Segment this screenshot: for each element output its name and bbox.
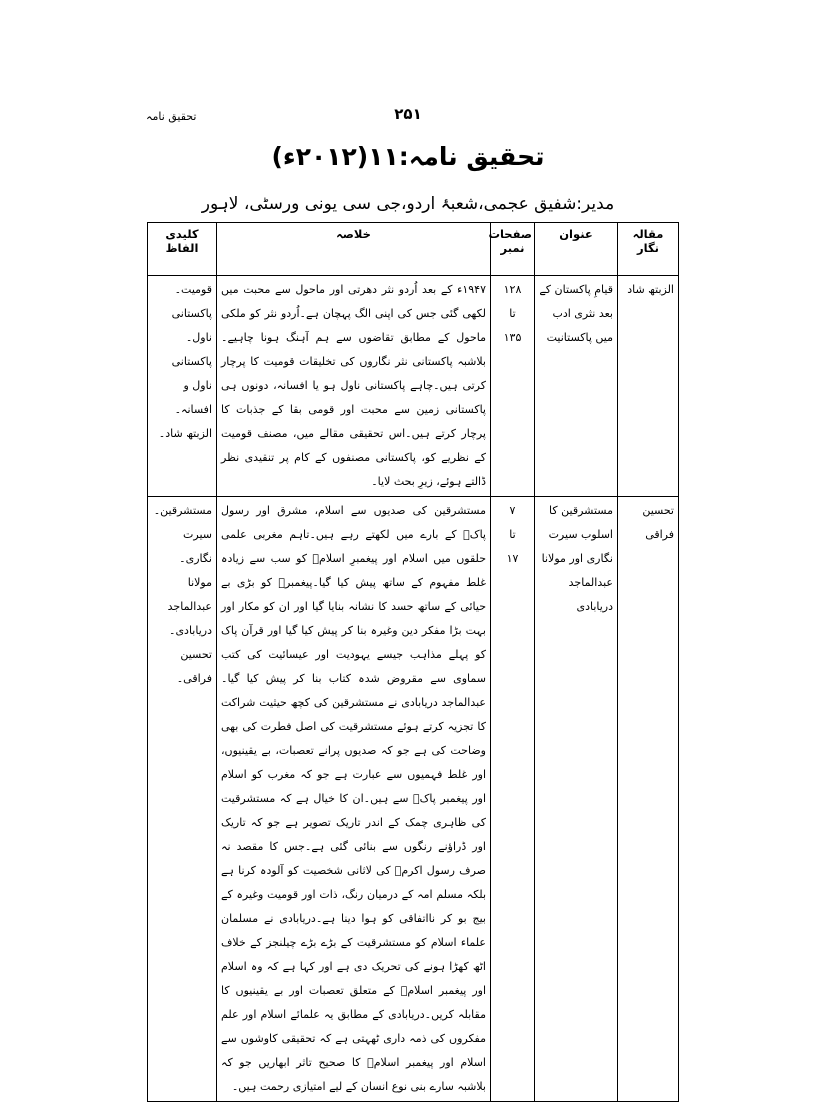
editor-line: مدیر:شفیق عجمی،شعبۂ اردو،جی سی یونی ورسٹی، لاہور bbox=[201, 194, 615, 214]
row-pages bbox=[491, 497, 535, 1102]
row-author: الزبتھ شاد bbox=[618, 276, 679, 497]
page-to: تا bbox=[509, 528, 516, 541]
page-start: ۱۲۸ bbox=[503, 283, 522, 296]
keyword: سیرت نگاری۔ bbox=[179, 528, 212, 565]
abstracts-table bbox=[147, 222, 679, 1102]
keyword: تحسین فراقی۔ bbox=[176, 648, 212, 685]
col-author-header: مقالہ نگار bbox=[618, 223, 679, 276]
running-header-title: تحقیق نامہ bbox=[146, 110, 197, 123]
col-keywords-header: کلیدی الفاظ bbox=[148, 223, 217, 276]
row-pages bbox=[491, 276, 535, 497]
row-keywords: قومیت۔پاکستانی ناول۔پاکستانی ناول و افسانہ۔ الزبتھ شاد۔ bbox=[148, 276, 217, 497]
keyword: مولانا عبدالماجد دریابادی۔ bbox=[167, 576, 212, 637]
page-end: ۱۷ bbox=[506, 552, 519, 565]
row-keywords bbox=[148, 497, 217, 1102]
row-summary: ۱۹۴۷ء کے بعد اُردو نثر دھرتی اور ماحول سے محبت میں لکھی گئی جس کی اپنی الگ پہچان ہے۔اُردو نثر کو ملکی ماحول کے مطابق تقاضوں سے ہم آہنگ ہونا چاہیے۔بلاشبہ پاکستانی نثر نگاروں کی تخلیقات قومیت کا پرچار کرتی ہیں۔چاہے پاکستانی ناول ہو یا افسانہ، دونوں ہی پاکستانی زمین سے محبت اور قومی بقا کے جذبات کا پرچار کرتے ہیں۔اس تحقیقی مقالے میں، مصنف قومیت کے نظریے کو، پاکستانی مصنفوں کے کام پر تنقیدی نظر ڈالتے ہوئے، زیرِ بحث لایا۔ bbox=[217, 276, 491, 497]
col-pages-header: صفحات نمبر bbox=[491, 223, 535, 276]
table-header-row bbox=[148, 223, 679, 276]
row-title: قیامِ پاکستان کے بعد نثری ادب میں پاکستانیت bbox=[535, 276, 618, 497]
journal-title: تحقیق نامہ:۱۱(۲۰۱۲ء) bbox=[271, 142, 545, 171]
page-number: ۲۵۱ bbox=[394, 105, 422, 123]
page-to: تا bbox=[509, 307, 516, 320]
row-summary: مستشرقین کی صدیوں سے اسلام، مشرق اور رسول پاکؐ کے بارے میں لکھتے رہے ہیں۔تاہم مغربی علمی حلقوں میں اسلام اور پیغمبرِ اسلامؐ کو سب سے زیادہ غلط مفہوم کے ساتھ پیش کیا گیا۔پیغمبرؐ کو بڑی بے حیائی کے ساتھ حسد کا نشانہ بنایا گیا اور ان کو مکار اور بہت بڑا مفکر دین وغیرہ بنا کر پیش کیا گیا اور قرآن پاک کو پہلے مذاہب جیسے یہودیت اور عیسائیت کی کتب سماوی سے مقروض شدہ کتاب بنا کر پیش کیا گیا۔عبدالماجد دریابادی نے مستشرقین کی کچھ حیثیت شراکت کا تجزیہ کرتے ہوئے مستشرقیت کی اصل فطرت کی بھی وضاحت کی ہے جو کہ صدیوں پرانے تعصبات، بے یقینیوں، اور غلط فہمیوں سے عبارت ہے جو کہ مغرب کو اسلام اور پیغمبر پاکؐ سے ہیں۔ان کا خیال ہے کہ مستشرقیت کی ظاہری چمک کے اندر تاریک تصویر ہے جو کہ تاریک اور ڈراؤنے رنگوں سے بنائی گئی ہے۔جس کا مقصد نہ صرف رسول اکرمؐ کی لاثانی شخصیت کو آلودہ کرنا ہے بلکہ مسلم امہ کے درمیان رنگ، ذات اور قومیت وغیرہ کے بیج بو کر نااتفاقی کو ہوا دینا ہے۔دریابادی نے مسلمان علماء اسلام کو مستشرقیت کے بڑے بڑے چیلنجز کے خلاف اٹھ کھڑا ہونے کی تحریک دی ہے اور کہا ہے کہ وہ اسلام اور پیغمبر اسلامؐ کے متعلق تعصبات اور بے یقینیوں کا مقابلہ کریں۔دریابادی کے مطابق یہ علمائے اسلام اور علم مفکروں کی ذمہ داری ٹھہتی ہے کہ تحقیقی کاوشوں سے اسلام اور پیغمبر اسلامؐ کا صحیح تاثر ابھاریں جو کہ بلاشبہ سارے بنی نوع انسان کے لیے امتیازی رحمت ہیں۔ bbox=[217, 497, 491, 1102]
page-end: ۱۳۵ bbox=[503, 331, 522, 344]
table-row bbox=[148, 497, 679, 1102]
col-summary-header: خلاصہ bbox=[217, 223, 491, 276]
col-title-header: عنوان bbox=[535, 223, 618, 276]
row-author: تحسین فراقی bbox=[618, 497, 679, 1102]
table-row bbox=[148, 276, 679, 497]
page-start: ۷ bbox=[509, 504, 516, 517]
keyword: مستشرقین۔ bbox=[153, 504, 212, 517]
row-title: مستشرقین کا اسلوب سیرت نگاری اور مولانا عبدالماجد دریابادی bbox=[535, 497, 618, 1102]
